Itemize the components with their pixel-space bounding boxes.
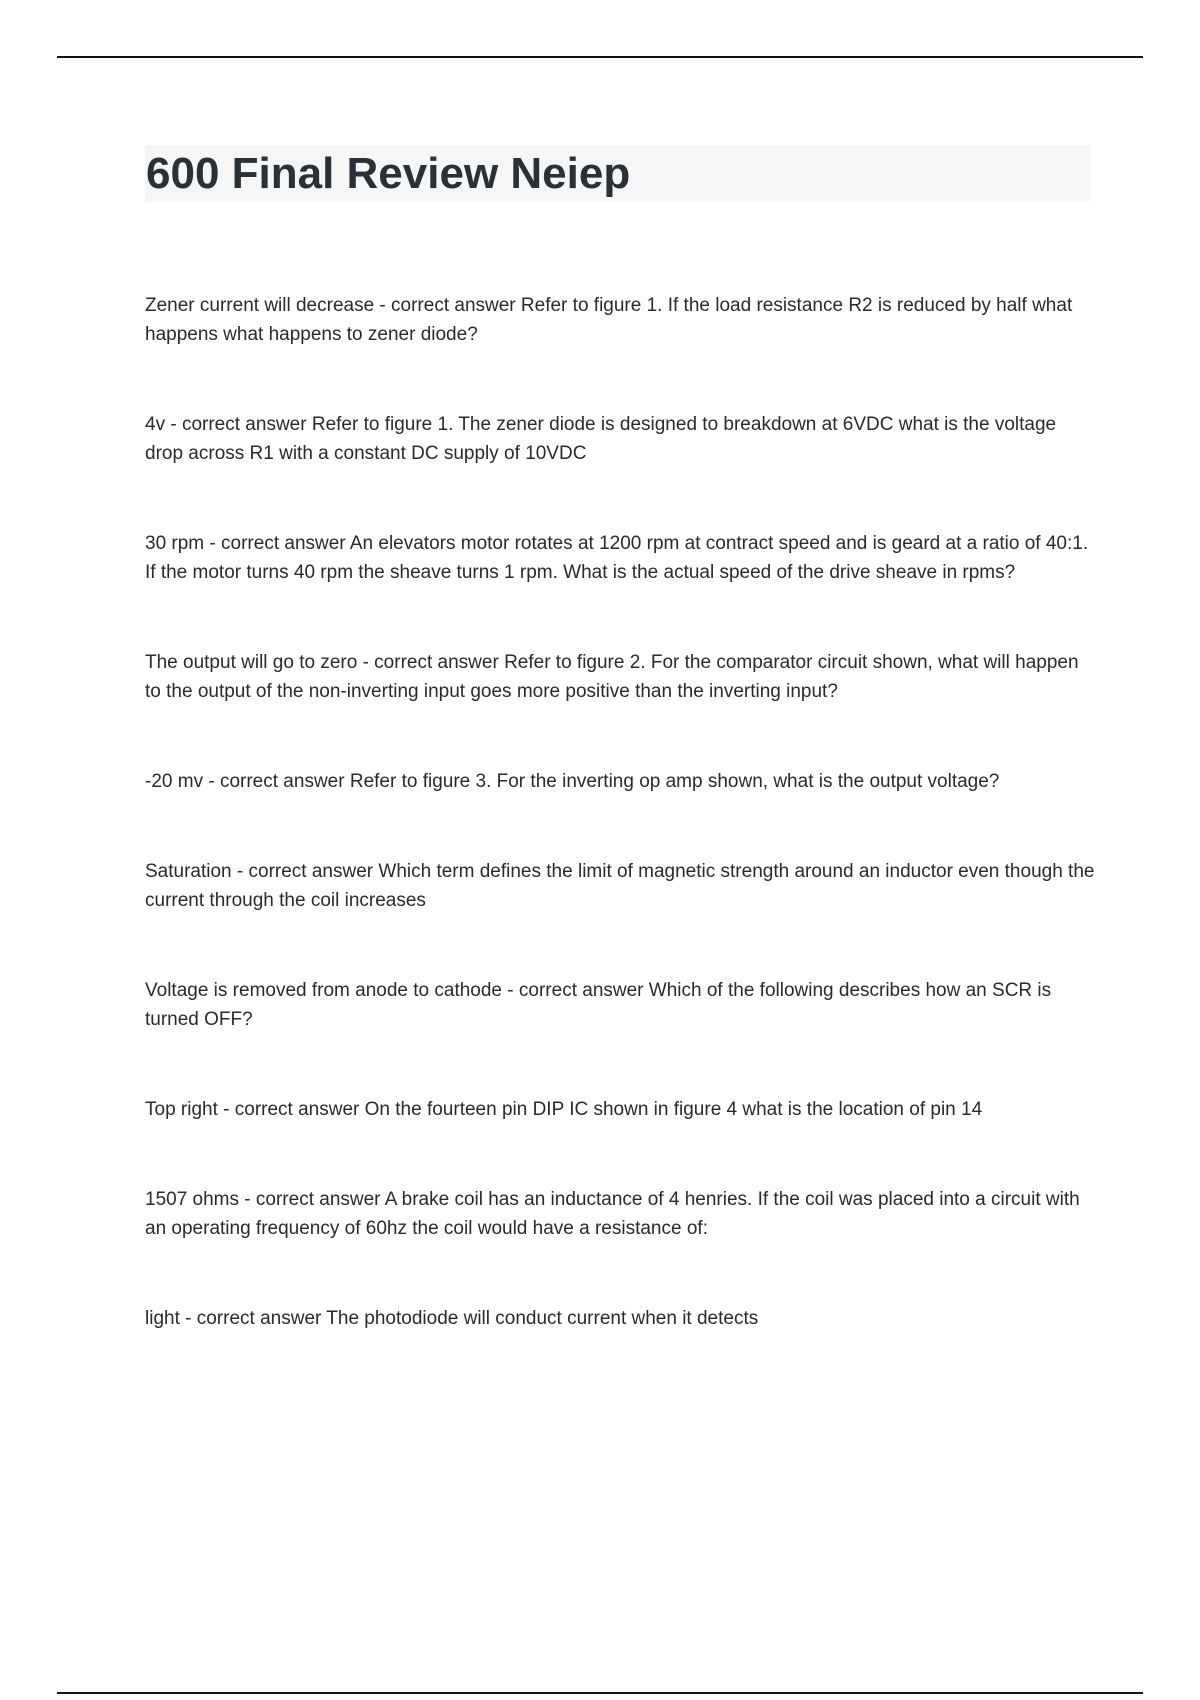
- qa-answer: Voltage is removed from anode to cathode: [145, 980, 503, 1001]
- qa-item: [145, 1095, 1095, 1124]
- qa-question: The photodiode will conduct current when it detects: [326, 1308, 759, 1329]
- qa-question: Refer to figure 2. For the comparator circuit shown, what will happen to the output of the non-inverting input goes more positive than the inverting input?: [145, 652, 1079, 702]
- qa-item: [145, 648, 1095, 706]
- qa-answer: The output will go to zero: [145, 652, 358, 673]
- qa-question: Refer to figure 3. For the inverting op amp shown, what is the output voltage?: [349, 771, 1000, 792]
- qa-answer: 1507 ohms: [145, 1189, 240, 1210]
- qa-question: Which of the following describes how an SCR is turned OFF?: [145, 980, 1052, 1030]
- qa-question: A brake coil has an inductance of 4 henries. If the coil was placed into a circuit with an operating frequency of 60hz the coil would have a resistance of:: [145, 1189, 1080, 1239]
- bottom-rule: [57, 1692, 1143, 1694]
- qa-separator: - correct answer: [179, 1308, 327, 1329]
- qa-separator: - correct answer: [204, 533, 350, 554]
- page-title: 600 Final Review Neiep: [146, 149, 631, 198]
- qa-item: [145, 1304, 1095, 1333]
- qa-separator: - correct answer: [357, 652, 505, 673]
- qa-item: [145, 976, 1095, 1034]
- qa-item: [145, 410, 1095, 468]
- title-banner: [145, 145, 1090, 202]
- qa-list: [145, 291, 1095, 1394]
- qa-question: Refer to figure 1. The zener diode is designed to breakdown at 6VDC what is the voltage drop across R1 with a constant DC supply of 10VDC: [145, 414, 1057, 464]
- qa-separator: - correct answer: [203, 771, 350, 792]
- qa-item: [145, 767, 1095, 796]
- qa-item: [145, 291, 1095, 349]
- qa-question: An elevators motor rotates at 1200 rpm at contract speed and is geard at a ratio of 40:1. If the motor turns 40 rpm the sheave turns 1 rpm. What is the actual speed of the drive sheave in rpms?: [145, 533, 1089, 583]
- qa-answer: -20 mv: [145, 771, 204, 792]
- qa-item: [145, 1185, 1095, 1243]
- qa-question: On the fourteen pin DIP IC shown in figure 4 what is the location of pin 14: [364, 1099, 983, 1120]
- qa-separator: - correct answer: [374, 295, 521, 316]
- qa-answer: Zener current will decrease: [145, 295, 375, 316]
- qa-question: Refer to figure 1. If the load resistance R2 is reduced by half what happens what happens to zener diode?: [145, 295, 1073, 345]
- qa-item: [145, 529, 1095, 587]
- qa-question: Which term defines the limit of magnetic strength around an inductor even though the current through the coil increases: [145, 861, 1095, 911]
- qa-separator: - correct answer: [231, 861, 379, 882]
- qa-answer: Top right: [145, 1099, 218, 1120]
- qa-answer: light: [145, 1308, 180, 1329]
- qa-separator: - correct answer: [502, 980, 649, 1001]
- top-rule: [57, 56, 1143, 58]
- qa-answer: 4v: [145, 414, 166, 435]
- qa-separator: - correct answer: [165, 414, 312, 435]
- qa-separator: - correct answer: [217, 1099, 365, 1120]
- qa-answer: 30 rpm: [145, 533, 205, 554]
- qa-separator: - correct answer: [239, 1189, 385, 1210]
- qa-answer: Saturation: [145, 861, 232, 882]
- qa-item: [145, 857, 1095, 915]
